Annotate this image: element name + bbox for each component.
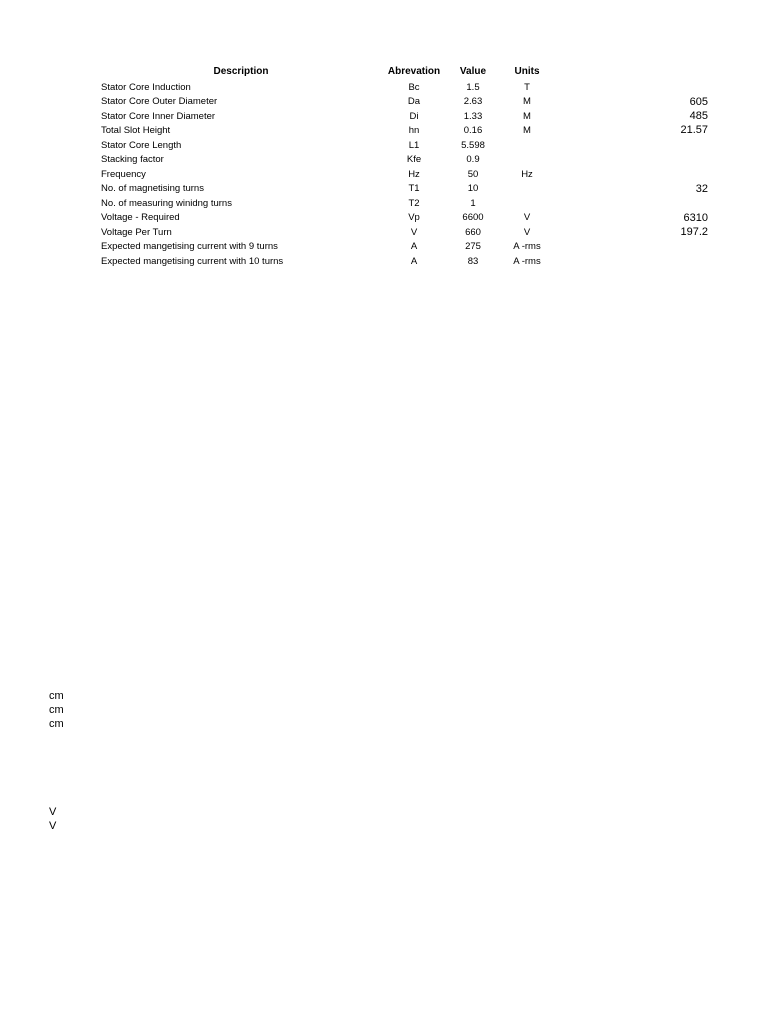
side-value: 197.2: [680, 226, 708, 238]
row-units: M: [523, 110, 531, 122]
left-unit-label: V: [49, 806, 57, 818]
row-abbreviation: hn: [408, 125, 420, 136]
row-value: 1.33: [463, 110, 483, 122]
row-description: Expected mangetising current with 9 turns: [101, 241, 278, 252]
row-units: Hz: [521, 168, 533, 180]
table-row: [0, 110, 768, 124]
table-row: [0, 81, 768, 95]
row-description: Voltage Per Turn: [101, 226, 172, 238]
row-abbreviation: L1: [408, 139, 420, 151]
row-value: 83: [467, 255, 479, 267]
row-description: Stacking factor: [101, 154, 164, 165]
row-description: Stator Core Length: [101, 139, 182, 151]
table-row: [0, 226, 768, 240]
row-value: 660: [465, 226, 481, 238]
table-row: [0, 240, 768, 254]
row-value: 5.598: [461, 139, 485, 151]
left-unit-label: cm: [49, 690, 64, 702]
row-abbreviation: Vp: [408, 212, 420, 223]
row-description: Expected mangetising current with 10 turns: [101, 255, 284, 267]
side-value: 485: [689, 110, 708, 122]
header-abbreviation: Abrevation: [387, 66, 441, 77]
row-value: 50: [467, 168, 479, 180]
row-abbreviation: A: [410, 255, 418, 267]
row-description: Stator Core Inner Diameter: [101, 110, 216, 122]
row-abbreviation: Bc: [408, 81, 420, 93]
row-units: A -rms: [513, 255, 541, 267]
table-row: [0, 95, 768, 109]
table-header: [0, 65, 768, 79]
left-unit-label: cm: [49, 704, 64, 716]
header-description: Description: [213, 66, 269, 77]
left-unit-label: V: [49, 820, 57, 832]
header-units: Units: [514, 66, 540, 77]
row-value: 1: [470, 197, 476, 209]
row-abbreviation: A: [410, 241, 418, 252]
table-row: [0, 124, 768, 138]
row-value: 10: [467, 183, 479, 194]
side-value: 6310: [683, 212, 708, 224]
side-value: 605: [689, 96, 708, 108]
row-value: 0.9: [466, 154, 480, 165]
table-row: [0, 139, 768, 153]
row-abbreviation: V: [410, 226, 418, 238]
row-abbreviation: Kfe: [406, 154, 422, 165]
row-description: Stator Core Outer Diameter: [101, 96, 218, 107]
row-description: Stator Core Induction: [101, 81, 191, 93]
row-units: V: [523, 226, 531, 238]
row-value: 275: [465, 241, 481, 252]
row-value: 6600: [462, 212, 484, 223]
row-value: 1.5: [466, 81, 480, 93]
table-row: [0, 255, 768, 269]
row-abbreviation: T2: [408, 197, 420, 209]
row-units: V: [523, 212, 531, 223]
table-row: [0, 153, 768, 167]
table-row: [0, 211, 768, 225]
row-description: Voltage - Required: [101, 212, 180, 223]
row-value: 2.63: [463, 96, 483, 107]
row-value: 0.16: [463, 125, 483, 136]
table-row: [0, 182, 768, 196]
row-description: Total Slot Height: [101, 125, 171, 136]
side-value: 21.57: [680, 124, 708, 136]
row-abbreviation: Di: [409, 110, 419, 122]
side-value: 32: [695, 183, 708, 195]
table-row: [0, 197, 768, 211]
row-abbreviation: Da: [407, 96, 421, 107]
row-units: M: [523, 96, 531, 107]
row-units: A -rms: [513, 241, 541, 252]
row-abbreviation: T1: [408, 183, 420, 194]
row-description: Frequency: [101, 168, 146, 180]
table-row: [0, 168, 768, 182]
row-description: No. of measuring winidng turns: [101, 197, 232, 209]
left-unit-label: cm: [49, 718, 64, 730]
row-units: T: [524, 81, 530, 93]
row-description: No. of magnetising turns: [101, 183, 204, 194]
row-units: M: [523, 125, 531, 136]
header-value: Value: [459, 66, 487, 77]
row-abbreviation: Hz: [408, 168, 420, 180]
